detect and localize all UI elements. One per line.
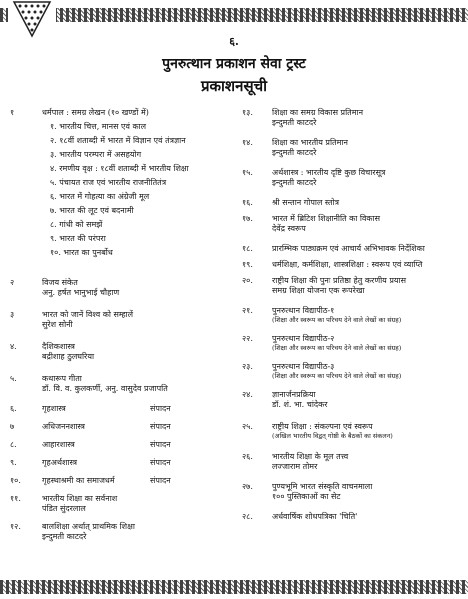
list-item: १५. अर्थशास्त्र : भारतीय दृष्टि कुछ विचारसूत्र इन्दुमती काटदरे [242, 168, 386, 187]
list-item: २१. पुनरुत्थान विद्यापीठ-१ (शिक्षा और स्वरूप का परिचय देने वाले लेखों का संग्रह) [242, 306, 402, 324]
list-item: १२. बालशिक्षा अर्थात् प्राथमिक शिक्षा इन्दुमती काटदरे [10, 522, 135, 541]
list-item: १९. धर्मशिक्षा, कर्मशिक्षा, शास्त्रशिक्षा : स्वरूप एवं व्याप्ति [242, 260, 423, 269]
list-item: ११. भारतीय शिक्षा का सर्वनाश पंडित सुंदरलाल [10, 494, 118, 513]
list-item: ४. दैशिकशास्त्र बद्रीशाह ठुलघरिया [10, 342, 95, 361]
list-item: १७. भारत में ब्रिटिश शिक्षानीति का विकास देवेंद्र स्वरूप [242, 214, 381, 233]
list-item: १६. श्री सन्तान गोपाल स्तोत्र [242, 198, 340, 207]
list-item: २३. पुनरुत्थान विद्यापीठ-३ (शिक्षा और स्वरूप का परिचय देने वाले लेखों का संग्रह) [242, 362, 402, 380]
list-item: २४. ज्ञानार्जनप्रक्रिया डॉ. शं. भा. चांदेकर [242, 390, 328, 409]
list-item: १ धर्मपाल : समग्र लेखन (१० खण्डों में) १. भारतीय चित्त, मानस एवं काल २. १८वीं शताब्दी में भारत में विज्ञान एवं तंत्रज्ञान ३. भारतीय परम्परा में असहयोग ४. रमणीय वृक्ष : १८वीं शताब्दी में भारतीय शिक्षा ५. पंचायत राज एवं भारतीय राजनीतितंत्र ६. भारत में गोहत्या का अंग्रेजी मूल ७. भारत की लूट एवं बदनामी ८. गांधी को समझें ९. भारत की परंपरा १०. भारत का पुनर्बोध [10, 108, 235, 278]
page-subtitle: प्रकाशनसूची [200, 77, 267, 95]
list-item: १०. गृहस्थाश्रमी का समाजधर्म संपादन [10, 476, 171, 485]
list-item: २५. राष्ट्रीय शिक्षा : संकल्पना एवं स्वरूप (अखिल भारतीय विद्वत् गोष्ठी के बैठकों का संकलन) [242, 422, 393, 440]
list-item: १३. शिक्षा का समग्र विकास प्रतिमान इन्दुमती काटदरे [242, 108, 364, 127]
list-item: ३ भारत को जानें विश्व को सम्हालें सुरेश सोनी [10, 310, 134, 329]
page-title: पुनरुत्थान प्रकाशन सेवा ट्रस्ट [162, 56, 306, 72]
list-item: २२. पुनरुत्थान विद्यापीठ-२ (शिक्षा और स्वरूप का परिचय देने वाले लेखों का संग्रह) [242, 334, 402, 352]
list-item: ५. कथारूप गीता डॉ. वि. व. कुलकर्णी, अनु. वासुदेव प्रजापति [10, 374, 168, 393]
list-item: २ विजय संकेत अनु. हर्षत भानुभाई चौहाण [10, 278, 120, 297]
left-column [10, 108, 235, 546]
list-item: २७. पुण्यभूमि भारत संस्कृति वाचनमाला १०० पुस्तिकाओं का सेट [242, 482, 373, 501]
section-number: ६. [229, 35, 239, 48]
list-item: १८. प्रारम्भिक पाठ्यक्रम एवं आचार्य अभिभावक निर्देशिका [242, 244, 425, 253]
list-item: ७ अधिजननशास्त्र संपादन [10, 422, 171, 431]
list-item: २८. अर्धवार्षिक शोधपत्रिका 'चिति' [242, 512, 358, 521]
top-decorative-border [0, 8, 468, 22]
list-item: ६. गृहशास्त्र संपादन [10, 404, 171, 413]
list-item: ८. आहारशास्त्र संपादन [10, 440, 171, 449]
list-item: २६. भारतीय शिक्षा के मूल तत्त्व लज्जाराम तोमर [242, 452, 349, 471]
list-item: ९. गृहअर्थशास्त्र संपादन [10, 458, 171, 467]
list-item: १४. शिक्षा का भारतीय प्रतिमान इन्दुमती काटदरे [242, 138, 348, 157]
right-column [242, 108, 462, 528]
list-item: २०. राष्ट्रीय शिक्षा की पुनः प्रतिष्ठा हेतु करणीय प्रयास समग्र शिक्षा योजना एक रूपरेखा [242, 276, 407, 295]
bottom-decorative-border [0, 580, 468, 594]
sub-list: १. भारतीय चित्त, मानस एवं काल २. १८वीं शताब्दी में भारत में विज्ञान एवं तंत्रज्ञान ३. भारतीय परम्परा में असहयोग ४. रमणीय वृक्ष : १८वीं शताब्दी में भारतीय शिक्षा ५. पंचायत राज एवं भारतीय राजनीतितंत्र ६. भारत में गोहत्या का अंग्रेजी मूल ७. भारत की लूट एवं बदनामी ८. गांधी को समझें ९. भारत की परंपरा १०. भारत का पुनर्बोध [50, 122, 189, 257]
